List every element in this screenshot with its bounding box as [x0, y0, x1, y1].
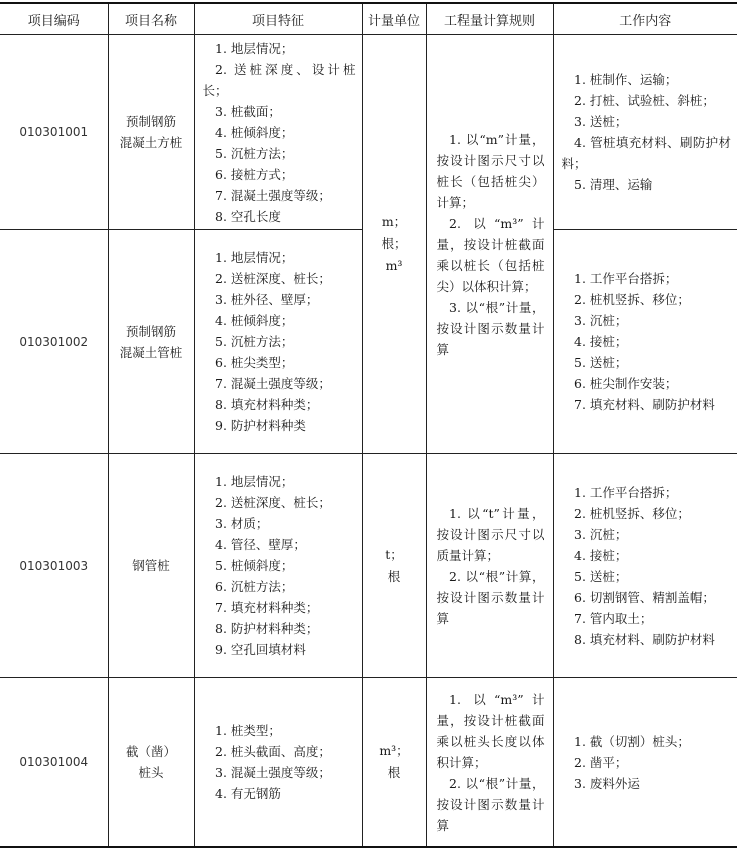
work-content: 1. 工作平台搭拆； 2. 桩机竖拆、移位； 3. 沉桩； 4. 接桩； 5. 送桩； 6. 切割钢管、精割盖帽； 7. 管内取土； 8. 填充材料、刷防护材料	[553, 454, 737, 678]
item-name: 钢管桩	[108, 454, 194, 678]
item-code: 010301001	[0, 35, 108, 230]
item-name: 预制钢筋 混凝土管桩	[108, 230, 194, 454]
header-work-content: 工作内容	[553, 3, 737, 35]
header-unit: 计量单位	[362, 3, 426, 35]
header-calc-rule: 工程量计算规则	[426, 3, 553, 35]
calc-rule: 1. 以“m³”计量，按设计桩截面乘以桩头长度以体积计算； 2. 以“根”计量，按设计图示数量计算	[426, 678, 553, 848]
header-item-features: 项目特征	[194, 3, 362, 35]
table-row	[0, 35, 737, 230]
unit: m³； 根	[362, 678, 426, 848]
unit: t； 根	[362, 454, 426, 678]
item-features: 1. 地层情况； 2. 送桩深度、桩长； 3. 桩外径、壁厚； 4. 桩倾斜度； 5. 沉桩方法； 6. 桩尖类型； 7. 混凝土强度等级； 8. 填充材料种类； 9. 防护材料种类	[194, 230, 362, 454]
item-code: 010301004	[0, 678, 108, 848]
item-features: 1. 地层情况； 2. 送桩深度、设计桩长； 3. 桩截面； 4. 桩倾斜度； 5. 沉桩方法； 6. 接桩方式； 7. 混凝土强度等级； 8. 空孔长度	[194, 35, 362, 230]
table-row	[0, 678, 737, 848]
work-content: 1. 工作平台搭拆； 2. 桩机竖拆、移位； 3. 沉桩； 4. 接桩； 5. 送桩； 6. 桩尖制作安装； 7. 填充材料、刷防护材料	[553, 230, 737, 454]
calc-rule: 1. 以“t”计量，按设计图示尺寸以质量计算； 2. 以“根”计算，按设计图示数量计算	[426, 454, 553, 678]
item-features: 1. 桩类型； 2. 桩头截面、高度； 3. 混凝土强度等级； 4. 有无钢筋	[194, 678, 362, 848]
item-features: 1. 地层情况； 2. 送桩深度、桩长； 3. 材质； 4. 管径、壁厚； 5. 桩倾斜度； 6. 沉桩方法； 7. 填充材料种类； 8. 防护材料种类； 9. 空孔回填材料	[194, 454, 362, 678]
table-row	[0, 454, 737, 678]
header-item-code: 项目编码	[0, 3, 108, 35]
pile-spec-table	[0, 2, 737, 848]
header-item-name: 项目名称	[108, 3, 194, 35]
item-code: 010301003	[0, 454, 108, 678]
merged-calc-rule: 1. 以“m”计量，按设计图示尺寸以桩长（包括桩尖）计算； 2. 以“m³”计量，按设计桩截面乘以桩长（包括桩尖）以体积计算； 3. 以“根”计量，按设计图示数量计算	[426, 35, 553, 454]
item-name: 截（凿） 桩头	[108, 678, 194, 848]
work-content: 1. 截（切割）桩头； 2. 凿平； 3. 废料外运	[553, 678, 737, 848]
item-name: 预制钢筋 混凝土方桩	[108, 35, 194, 230]
item-code: 010301002	[0, 230, 108, 454]
work-content: 1. 桩制作、运输； 2. 打桩、试验桩、斜桩； 3. 送桩； 4. 管桩填充材料、刷防护材料； 5. 清理、运输	[553, 35, 737, 230]
merged-unit: m； 根； m³	[362, 35, 426, 454]
header-row	[0, 3, 737, 35]
